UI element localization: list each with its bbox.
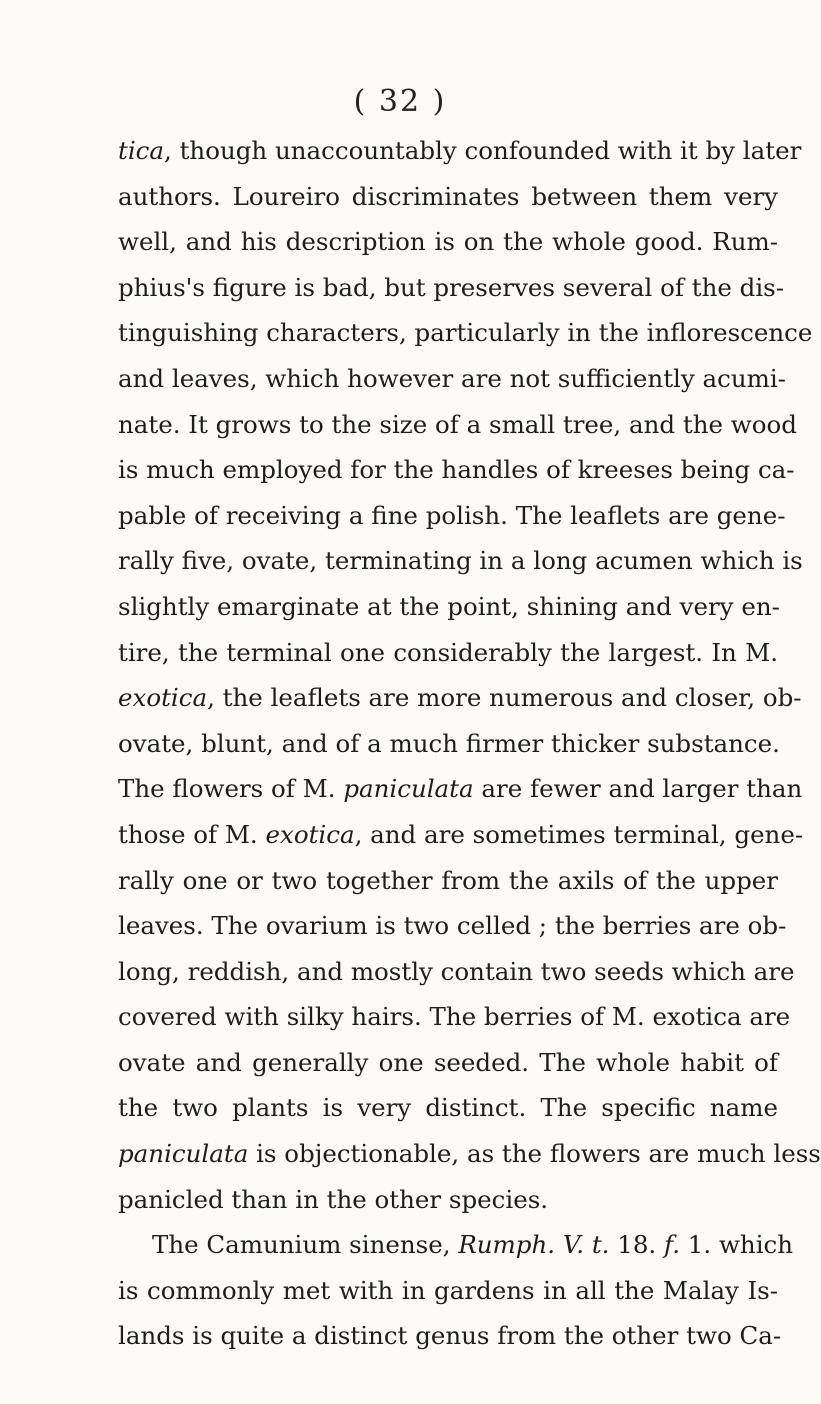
text-segment: tinguishing characters, particularly in the inflorescence xyxy=(118,318,813,348)
text-segment: long, reddish, and mostly contain two seeds which are xyxy=(118,956,795,986)
text-line xyxy=(118,310,813,356)
text-segment: phius's figure is bad, but preserves several of the dis- xyxy=(118,272,785,302)
italic-text-segment: paniculata xyxy=(118,1139,249,1169)
text-segment: ovate, blunt, and of a much firmer thicker substance. xyxy=(118,728,780,758)
text-segment: and leaves, which however are not sufficiently acumi- xyxy=(118,363,786,393)
text-line xyxy=(118,128,802,174)
text-segment: 1. which xyxy=(680,1230,794,1260)
text-line xyxy=(118,858,778,904)
italic-text-segment: t. xyxy=(591,1230,610,1260)
text-segment: well, and his description is on the whole good. Rum- xyxy=(118,227,778,257)
text-segment: those of M. xyxy=(118,819,266,849)
text-segment: , though unaccountably confounded with it by later xyxy=(164,136,802,165)
text-segment: The Camunium sinense, xyxy=(152,1230,459,1260)
text-line xyxy=(118,402,797,448)
text-line xyxy=(118,1177,778,1223)
text-line xyxy=(118,219,778,265)
text-segment: , the leaflets are more numerous and closer, ob- xyxy=(207,683,802,713)
italic-text-segment: exotica xyxy=(118,683,208,713)
text-line xyxy=(118,265,785,311)
text-segment: rally one or two together from the axils of the upper xyxy=(118,865,778,895)
text-segment xyxy=(584,1230,592,1259)
text-segment: is commonly met with in gardens in all the Malay Is- xyxy=(118,1275,778,1305)
italic-text-segment: paniculata xyxy=(343,774,474,804)
text-segment: is objectionable, as the flowers are much less xyxy=(248,1139,821,1169)
text-segment: , and are sometimes terminal, gene- xyxy=(354,819,804,849)
text-segment: pable of receiving a fine polish. The leaflets are gene- xyxy=(118,500,786,530)
text-segment: slightly emarginate at the point, shining and very en- xyxy=(118,591,780,621)
text-segment: is much employed for the handles of kreeses being ca- xyxy=(118,455,795,485)
text-segment: panicled than in the other species. xyxy=(118,1184,549,1214)
text-line xyxy=(118,630,778,676)
text-line xyxy=(118,675,802,721)
italic-text-segment: V. xyxy=(562,1230,585,1260)
text-line xyxy=(118,721,778,767)
text-segment: tire, the terminal one considerably the largest. In M. xyxy=(118,637,778,667)
text-line xyxy=(118,812,804,858)
text-line xyxy=(118,584,778,630)
italic-text-segment: exotica xyxy=(265,819,355,849)
text-segment: leaves. The ovarium is two celled ; the berries are ob- xyxy=(118,911,787,941)
text-line xyxy=(118,538,803,584)
text-segment: 18. xyxy=(609,1230,665,1260)
text-segment: The flowers of M. xyxy=(118,774,344,804)
text-line xyxy=(118,766,803,812)
text-segment xyxy=(555,1230,563,1259)
text-line xyxy=(118,1131,821,1177)
text-line xyxy=(118,1085,778,1131)
text-line xyxy=(118,1222,794,1268)
text-segment: authors. Loureiro discriminates between them very xyxy=(118,181,778,211)
italic-text-segment: f. xyxy=(664,1230,680,1260)
body-text xyxy=(118,128,821,1359)
text-line xyxy=(118,903,787,949)
text-segment: nate. It grows to the size of a small tree, and the wood xyxy=(118,409,797,439)
text-segment: the two plants is very distinct. The specific name xyxy=(118,1093,778,1123)
text-segment: lands is quite a distinct genus from the other two Ca- xyxy=(118,1321,782,1351)
text-line xyxy=(118,174,778,220)
text-line xyxy=(118,994,791,1040)
page-number: ( 32 ) xyxy=(353,84,447,119)
text-line xyxy=(118,1040,778,1086)
text-line xyxy=(118,447,795,493)
text-segment: rally five, ovate, terminating in a long acumen which is xyxy=(118,546,803,576)
text-line xyxy=(118,949,795,995)
italic-text-segment: Rumph. xyxy=(458,1230,556,1260)
text-line xyxy=(118,493,786,539)
text-line xyxy=(118,1268,778,1314)
text-segment: covered with silky hairs. The berries of M. exotica are xyxy=(118,1002,791,1032)
text-line xyxy=(118,356,786,402)
text-line xyxy=(118,1313,782,1359)
text-segment: ovate and generally one seeded. The whole habit of xyxy=(118,1047,778,1077)
text-segment: are fewer and larger than xyxy=(473,774,803,804)
italic-text-segment: tica xyxy=(118,136,165,165)
